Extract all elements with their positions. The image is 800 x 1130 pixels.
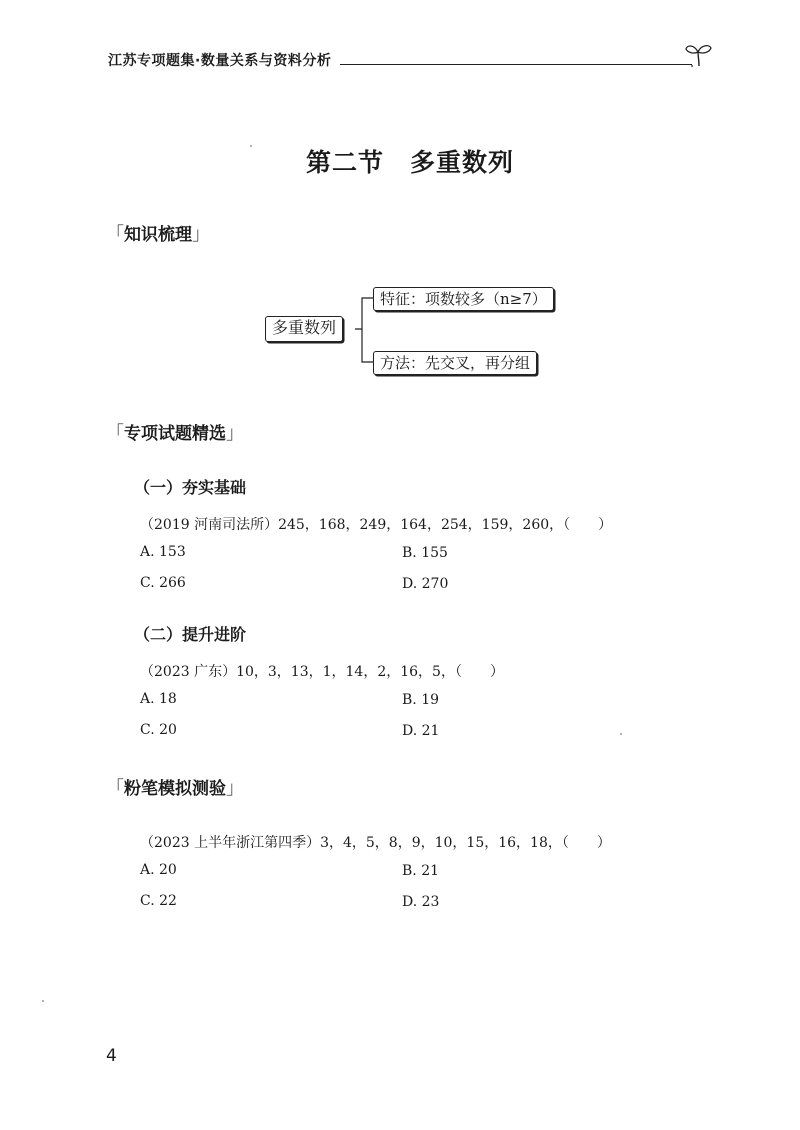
bracket-close: 」 (226, 778, 244, 799)
header-rule (340, 64, 692, 65)
mindmap-root-label: 多重数列 (272, 318, 337, 337)
question-1-option-b: B. 155 (402, 545, 448, 561)
mindmap-branch-method (373, 351, 537, 375)
section-label: 专项试题精选 (124, 424, 226, 444)
bracket-open: 「 (106, 224, 124, 245)
mindmap-root (265, 316, 343, 342)
section-heading-selected (106, 419, 244, 445)
question-1-option-a: A. 153 (140, 544, 186, 560)
subsection-basic: （一）夯实基础 (134, 478, 247, 497)
section-label: 粉笔模拟测验 (124, 779, 226, 799)
scan-speck (250, 145, 252, 147)
section-label: 知识梳理 (124, 225, 192, 245)
question-2-stem: （2023 广东）10，3，13，1，14，2，16，5，（ ） (140, 664, 504, 680)
mindmap-branch-feature-label: 特征：项数较多（n≥7） (380, 290, 547, 308)
question-3-stem: （2023 上半年浙江第四季）3，4，5，8，9，10，15，16，18，（ ） (140, 835, 611, 851)
question-3-option-b: B. 21 (402, 863, 440, 879)
sprout-icon (684, 40, 714, 68)
question-1-option-d: D. 270 (402, 576, 449, 592)
question-1-stem: （2019 河南司法所）245，168，249，164，254，159，260，（ ） (140, 517, 613, 533)
question-2-option-a: A. 18 (140, 691, 177, 707)
question-1-option-c: C. 266 (140, 575, 186, 591)
question-2-option-b: B. 19 (402, 692, 440, 708)
question-2-option-d: D. 21 (402, 723, 440, 739)
scan-speck (42, 1000, 44, 1002)
section-heading-knowledge (106, 220, 210, 246)
question-3-option-c: C. 22 (140, 893, 177, 909)
mindmap-branch-method-label: 方法：先交叉，再分组 (380, 354, 531, 372)
bracket-close: 」 (226, 423, 244, 444)
bracket-open: 「 (106, 778, 124, 799)
section-heading-mock (106, 774, 244, 800)
question-3-option-a: A. 20 (140, 862, 177, 878)
question-2-option-c: C. 20 (140, 722, 177, 738)
bracket-open: 「 (106, 423, 124, 444)
page-number: 4 (106, 1046, 117, 1066)
bracket-close: 」 (192, 224, 210, 245)
mindmap-branch-feature (373, 287, 554, 311)
running-header-title: 江苏专项题集·数量关系与资料分析 (108, 53, 332, 69)
scan-speck (620, 733, 622, 735)
chapter-title: 第二节 多重数列 (305, 148, 514, 177)
subsection-advanced: （二）提升进阶 (134, 625, 247, 644)
question-3-option-d: D. 23 (402, 894, 440, 910)
